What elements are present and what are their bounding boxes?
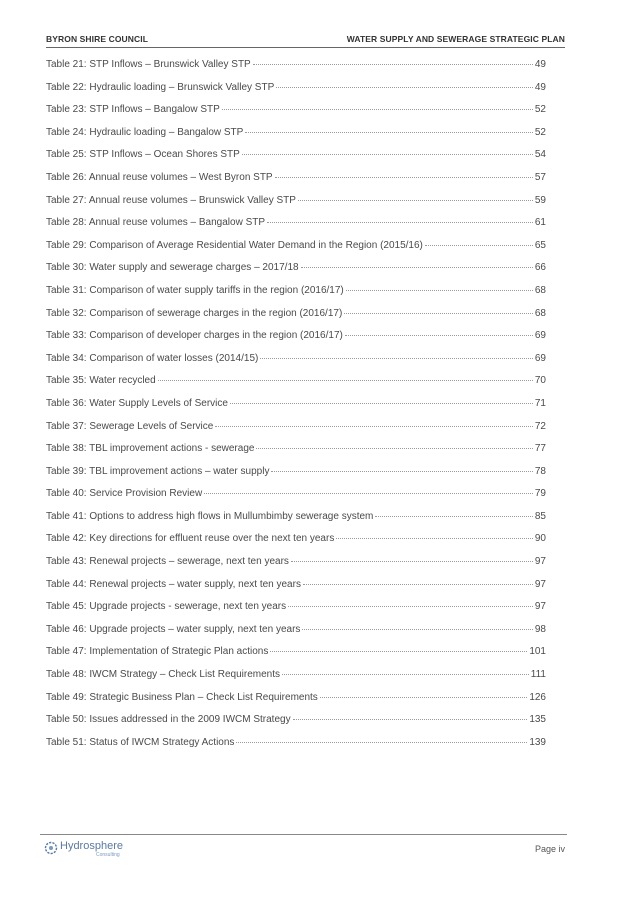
toc-entry-title: Table 41: Options to address high flows in Mullumbimby sewerage system <box>46 510 374 522</box>
toc-dot-leader <box>336 538 533 539</box>
toc-dot-leader <box>230 403 533 404</box>
toc-entry[interactable] <box>46 466 546 489</box>
toc-entry[interactable] <box>46 601 546 624</box>
header-organisation: BYRON SHIRE COUNCIL <box>46 34 149 44</box>
logo-name: Hydrosphere <box>60 840 123 852</box>
toc-dot-leader <box>301 267 533 268</box>
toc-entry-title: Table 43: Renewal projects – sewerage, next ten years <box>46 556 289 568</box>
toc-entry-title: Table 21: STP Inflows – Brunswick Valley STP <box>46 59 251 70</box>
toc-entry-title: Table 38: TBL improvement actions - sewerage <box>46 443 255 455</box>
toc-entry-page: 111 <box>530 669 546 681</box>
toc-entry[interactable] <box>46 421 546 444</box>
toc-entry[interactable] <box>46 488 546 511</box>
toc-entry[interactable] <box>46 533 546 556</box>
toc-dot-leader <box>276 87 533 88</box>
logo-subtitle: Consulting <box>96 852 120 858</box>
toc-entry[interactable] <box>46 104 546 127</box>
toc-entry-page: 52 <box>534 104 546 116</box>
toc-entry-page: 72 <box>534 420 546 432</box>
toc-entry[interactable] <box>46 217 546 240</box>
toc-entry-page: 101 <box>529 646 546 658</box>
page-number: Page iv <box>534 844 565 854</box>
toc-entry[interactable] <box>46 127 546 150</box>
toc-entry[interactable] <box>46 59 546 82</box>
toc-entry-title: Table 48: IWCM Strategy – Check List Requirements <box>46 669 280 681</box>
toc-entry-page: 71 <box>534 397 546 409</box>
toc-entry-title: Table 25: STP Inflows – Ocean Shores STP <box>46 149 240 161</box>
toc-entry-title: Table 40: Service Provision Review <box>46 488 203 500</box>
toc-entry[interactable] <box>46 240 546 263</box>
toc-dot-leader <box>236 742 527 743</box>
toc-entry-page: 49 <box>534 81 546 93</box>
toc-entry-title: Table 31: Comparison of water supply tariffs in the region (2016/17) <box>46 284 344 296</box>
toc-entry-title: Table 49: Strategic Business Plan – Check List Requirements <box>46 691 318 703</box>
hydrosphere-logo <box>44 841 123 859</box>
toc-entry-title: Table 50: Issues addressed in the 2009 IWCM Strategy <box>46 714 291 726</box>
toc-dot-leader <box>256 448 532 449</box>
toc-entry-page: 69 <box>534 330 546 342</box>
toc-entry-title: Table 35: Water recycled <box>46 375 156 387</box>
toc-entry-title: Table 28: Annual reuse volumes – Bangalow STP <box>46 217 266 229</box>
toc-dot-leader <box>346 290 533 291</box>
header-document-title: WATER SUPPLY AND SEWERAGE STRATEGIC PLAN <box>346 34 565 44</box>
toc-entry-page: 139 <box>529 736 546 748</box>
toc-entry-page: 97 <box>534 556 546 568</box>
toc-entry-title: Table 42: Key directions for effluent reuse over the next ten years <box>46 533 335 545</box>
toc-entry[interactable] <box>46 579 546 602</box>
toc-entry-page: 78 <box>534 465 546 477</box>
toc-entry-title: Table 39: TBL improvement actions – water supply <box>46 465 270 477</box>
toc-entry[interactable] <box>46 624 546 647</box>
toc-dot-leader <box>204 493 533 494</box>
toc-dot-leader <box>425 245 533 246</box>
toc-dot-leader <box>253 64 533 65</box>
toc-entry[interactable] <box>46 308 546 331</box>
toc-dot-leader <box>275 177 533 178</box>
footer-divider <box>40 834 567 835</box>
toc-dot-leader <box>245 132 533 133</box>
toc-entry[interactable] <box>46 398 546 421</box>
toc-entry-page: 54 <box>534 149 546 161</box>
toc-dot-leader <box>282 674 529 675</box>
toc-entry-title: Table 51: Status of IWCM Strategy Actions <box>46 736 235 748</box>
toc-entry-page: 57 <box>534 171 546 183</box>
toc-entry[interactable] <box>46 692 546 715</box>
toc-entry-title: Table 30: Water supply and sewerage charges – 2017/18 <box>46 262 299 274</box>
toc-dot-leader <box>298 200 533 201</box>
toc-entry-title: Table 37: Sewerage Levels of Service <box>46 420 214 432</box>
toc-dot-leader <box>222 109 533 110</box>
toc-entry-page: 79 <box>534 488 546 500</box>
toc-entry-title: Table 36: Water Supply Levels of Service <box>46 397 228 409</box>
toc-entry-page: 61 <box>534 217 546 229</box>
toc-entry-page: 59 <box>534 194 546 206</box>
toc-entry-title: Table 29: Comparison of Average Residential Water Demand in the Region (2015/16) <box>46 239 423 251</box>
toc-entry-title: Table 27: Annual reuse volumes – Brunswick Valley STP <box>46 194 296 206</box>
toc-entry-page: 70 <box>534 375 546 387</box>
toc-entry-title: Table 26: Annual reuse volumes – West Byron STP <box>46 171 273 183</box>
toc-entry-page: 52 <box>534 126 546 138</box>
toc-dot-leader <box>293 719 528 720</box>
toc-entry[interactable] <box>46 353 546 376</box>
toc-entry-page: 68 <box>534 307 546 319</box>
toc-dot-leader <box>271 471 532 472</box>
toc-entry-page: 135 <box>529 714 546 726</box>
toc-entry-page: 97 <box>534 578 546 590</box>
toc-entry-page: 97 <box>534 601 546 613</box>
list-of-tables <box>46 59 546 759</box>
toc-entry-title: Table 23: STP Inflows – Bangalow STP <box>46 104 220 116</box>
toc-entry[interactable] <box>46 443 546 466</box>
toc-entry[interactable] <box>46 375 546 398</box>
toc-entry[interactable] <box>46 714 546 737</box>
toc-entry-page: 68 <box>534 284 546 296</box>
toc-entry-page: 98 <box>534 623 546 635</box>
toc-entry-page: 49 <box>534 59 546 70</box>
toc-dot-leader <box>215 426 533 427</box>
toc-entry-title: Table 44: Renewal projects – water supply, next ten years <box>46 578 301 590</box>
toc-entry-title: Table 32: Comparison of sewerage charges in the region (2016/17) <box>46 307 343 319</box>
toc-dot-leader <box>270 651 527 652</box>
toc-entry[interactable] <box>46 82 546 105</box>
toc-dot-leader <box>242 154 533 155</box>
toc-entry[interactable] <box>46 330 546 353</box>
header-divider <box>46 47 565 48</box>
toc-entry-page: 85 <box>534 510 546 522</box>
toc-entry[interactable] <box>46 195 546 218</box>
toc-dot-leader <box>320 697 528 698</box>
toc-entry[interactable] <box>46 646 546 669</box>
toc-dot-leader <box>267 222 533 223</box>
toc-entry-title: Table 47: Implementation of Strategic Plan actions <box>46 646 269 658</box>
toc-entry-page: 65 <box>534 239 546 251</box>
toc-entry[interactable] <box>46 669 546 692</box>
toc-entry-title: Table 34: Comparison of water losses (2014/15) <box>46 352 259 364</box>
toc-entry-page: 66 <box>534 262 546 274</box>
toc-entry[interactable] <box>46 172 546 195</box>
toc-entry-page: 126 <box>529 691 546 703</box>
toc-dot-leader <box>260 358 533 359</box>
toc-dot-leader <box>375 516 533 517</box>
hydrosphere-logo-icon <box>44 841 58 855</box>
toc-entry-title: Table 33: Comparison of developer charges in the region (2016/17) <box>46 330 343 342</box>
toc-dot-leader <box>303 584 533 585</box>
toc-entry-title: Table 24: Hydraulic loading – Bangalow STP <box>46 126 244 138</box>
toc-dot-leader <box>288 606 533 607</box>
toc-entry-title: Table 22: Hydraulic loading – Brunswick Valley STP <box>46 81 275 93</box>
toc-dot-leader <box>291 561 533 562</box>
toc-entry-title: Table 45: Upgrade projects - sewerage, next ten years <box>46 601 287 613</box>
toc-dot-leader <box>158 380 533 381</box>
toc-dot-leader <box>344 313 533 314</box>
toc-entry-page: 90 <box>534 533 546 545</box>
toc-entry[interactable] <box>46 285 546 308</box>
toc-entry[interactable] <box>46 511 546 534</box>
page-header <box>46 34 565 46</box>
toc-dot-leader <box>302 629 532 630</box>
toc-entry[interactable] <box>46 262 546 285</box>
toc-entry-page: 77 <box>534 443 546 455</box>
toc-entry[interactable] <box>46 556 546 579</box>
toc-dot-leader <box>345 335 533 336</box>
toc-entry-page: 69 <box>534 352 546 364</box>
toc-entry[interactable] <box>46 737 546 760</box>
toc-entry-title: Table 46: Upgrade projects – water supply, next ten years <box>46 623 301 635</box>
toc-entry[interactable] <box>46 149 546 172</box>
